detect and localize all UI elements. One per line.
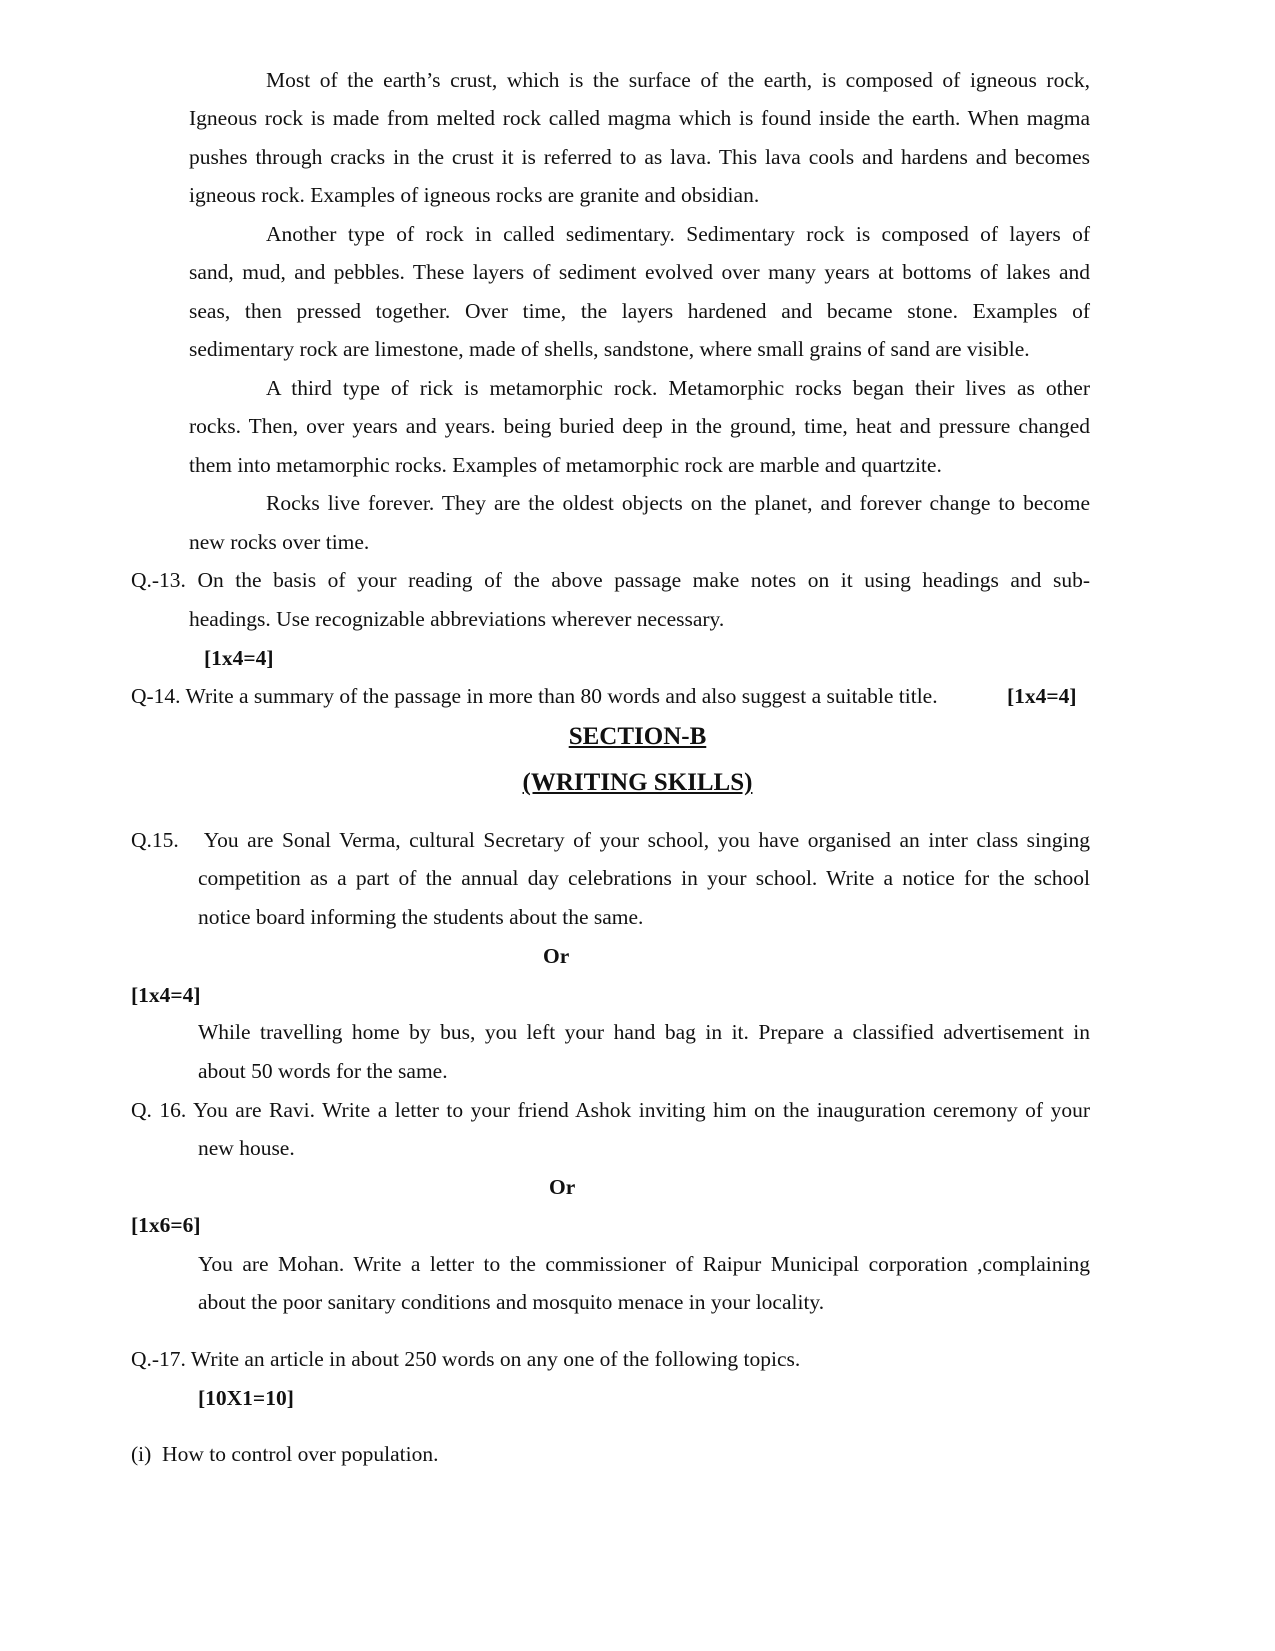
q15-or: Or <box>543 944 570 968</box>
passage-p1-line3: pushes through cracks in the crust it is referred to as lava. This lava cools and hardens and becomes <box>189 145 1090 169</box>
q17-marks: [10X1=10] <box>198 1386 294 1410</box>
passage-p1-line1: Most of the earth’s crust, which is the surface of the earth, is composed of igneous rock, <box>266 68 1090 92</box>
q16-marks: [1x6=6] <box>131 1213 201 1237</box>
passage-p2-line2: sand, mud, and pebbles. These layers of sediment evolved over many years at bottoms of lakes and <box>189 260 1090 284</box>
q17-text: Q.-17. Write an article in about 250 words on any one of the following topics. <box>131 1347 801 1371</box>
q16-line2: new house. <box>198 1136 295 1160</box>
passage-p3-line2: rocks. Then, over years and years. being buried deep in the ground, time, heat and pressure changed <box>189 414 1090 438</box>
q13-line2: headings. Use recognizable abbreviations wherever necessary. <box>189 607 725 631</box>
q15-alt-line2: about 50 words for the same. <box>198 1059 448 1083</box>
q16-line1: Q. 16. You are Ravi. Write a letter to your friend Ashok inviting him on the inauguration ceremony of your <box>131 1098 1090 1122</box>
passage-p3-line3: them into metamorphic rocks. Examples of metamorphic rock are marble and quartzite. <box>189 453 942 477</box>
passage-p1-line2: Igneous rock is made from melted rock called magma which is found inside the earth. When magma <box>189 106 1090 130</box>
section-title: SECTION-B <box>568 723 707 750</box>
q13-marks: [1x4=4] <box>204 646 274 670</box>
passage-p2-line3: seas, then pressed together. Over time, the layers hardened and became stone. Examples of <box>189 299 1090 323</box>
section-subtitle: (WRITING SKILLS) <box>522 769 753 796</box>
passage-p2-line4: sedimentary rock are limestone, made of shells, sandstone, where small grains of sand are visible. <box>189 337 1030 361</box>
q15-line3: notice board informing the students about the same. <box>198 905 644 929</box>
passage-p4-line1: Rocks live forever. They are the oldest objects on the planet, and forever change to become <box>266 491 1090 515</box>
q15-line1: Q.15. You are Sonal Verma, cultural Secretary of your school, you have organised an inter class singing <box>131 828 1090 852</box>
q13-line1: Q.-13. On the basis of your reading of the above passage make notes on it using headings and sub- <box>131 568 1090 592</box>
q16-alt-line1: You are Mohan. Write a letter to the commissioner of Raipur Municipal corporation ,complaining <box>198 1252 1090 1276</box>
q17-topic-1: (i) How to control over population. <box>131 1442 439 1466</box>
q14-marks: [1x4=4] <box>1007 684 1077 708</box>
q15-line2: competition as a part of the annual day celebrations in your school. Write a notice for the school <box>198 866 1090 890</box>
passage-p1-line4: igneous rock. Examples of igneous rocks are granite and obsidian. <box>189 183 760 207</box>
passage-p3-line1: A third type of rick is metamorphic rock. Metamorphic rocks began their lives as other <box>266 376 1090 400</box>
q15-marks: [1x4=4] <box>131 983 201 1007</box>
passage-p2-line1: Another type of rock in called sedimentary. Sedimentary rock is composed of layers of <box>266 222 1090 246</box>
q16-or: Or <box>549 1175 576 1199</box>
passage-p4-line2: new rocks over time. <box>189 530 370 554</box>
q16-alt-line2: about the poor sanitary conditions and mosquito menace in your locality. <box>198 1290 825 1314</box>
q14-text: Q-14. Write a summary of the passage in more than 80 words and also suggest a suitable title. <box>131 684 938 708</box>
q15-alt-line1: While travelling home by bus, you left your hand bag in it. Prepare a classified advertisement in <box>198 1020 1090 1044</box>
